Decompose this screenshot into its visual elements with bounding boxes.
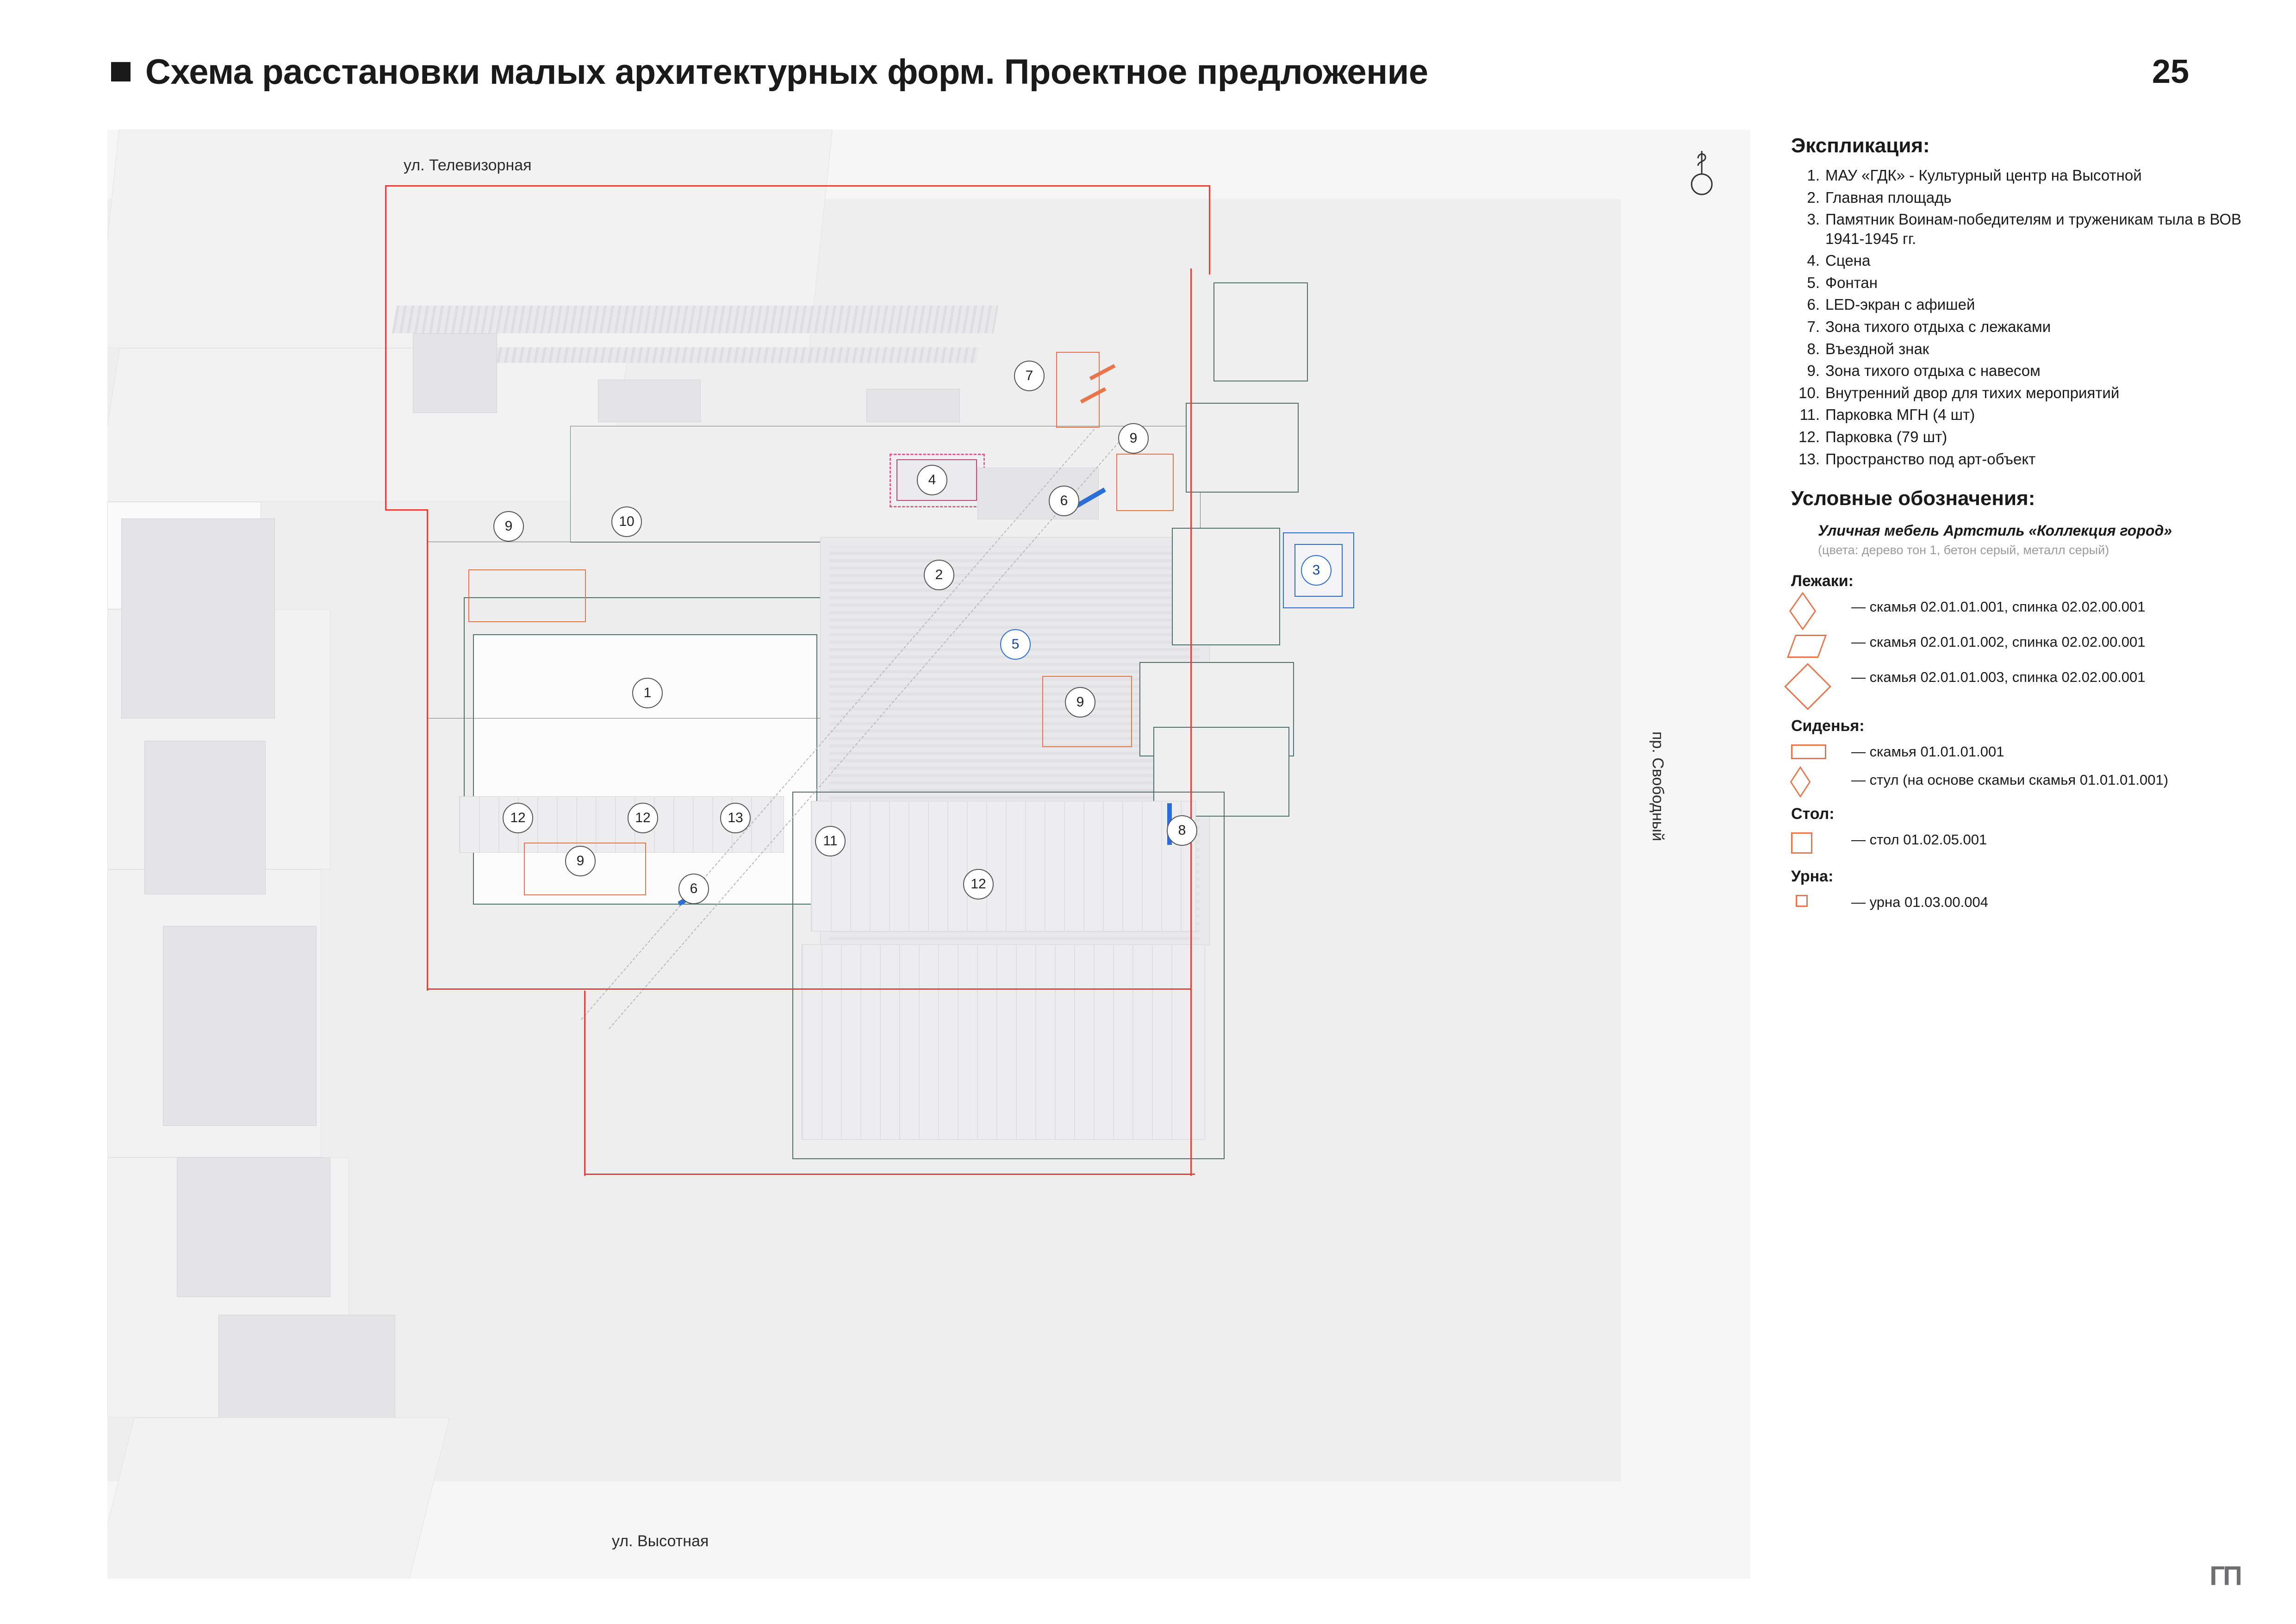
- collection-note: (цвета: дерево тон 1, бетон серый, металл серый): [1818, 543, 2109, 557]
- project-boundary-bottom: [686, 988, 1190, 990]
- pavement-north: [392, 306, 999, 333]
- explication-item: [1791, 405, 2245, 425]
- explication-number: 5.: [1807, 274, 1820, 291]
- legend-item: [1791, 831, 2245, 854]
- rhomb-large-icon: [1791, 668, 1851, 703]
- block-n-strip-2: [107, 348, 629, 502]
- group-title-table: Стол:: [1791, 805, 1835, 823]
- studio-logo: ГП: [2209, 1561, 2240, 1591]
- collection-title: Уличная мебель Артстиль «Коллекция город»: [1818, 522, 2172, 539]
- explication-item: [1791, 450, 2245, 469]
- legend-item: [1791, 743, 2245, 761]
- map-marker[interactable]: 3: [1301, 555, 1332, 586]
- street-label-top: ул. Телевизорная: [404, 156, 532, 174]
- legend-item: [1791, 893, 2245, 911]
- map-marker[interactable]: 9: [1065, 687, 1095, 718]
- explication-text: LED-экран с афишей: [1825, 296, 1975, 313]
- group-title-urn: Урна:: [1791, 867, 1834, 885]
- block-w-3: [163, 926, 317, 1126]
- explication-number: 3.: [1807, 211, 1820, 228]
- map-marker[interactable]: 4: [917, 465, 947, 495]
- legend-item-text: — скамья 02.01.01.003, спинка 02.02.00.001: [1851, 668, 2146, 685]
- urn-icon: [1791, 893, 1851, 907]
- explication-text: Сцена: [1825, 252, 1871, 269]
- page-number: 25: [2152, 53, 2189, 90]
- map-marker[interactable]: 12: [628, 803, 658, 833]
- explication-text: Пространство под арт-объект: [1825, 450, 2036, 468]
- street-label-right: пр. Свободный: [1649, 731, 1667, 842]
- courtyard-zone: [427, 542, 835, 718]
- project-boundary-left-2: [427, 509, 428, 991]
- map-marker[interactable]: 13: [720, 803, 751, 833]
- project-boundary-right: [1190, 269, 1192, 991]
- map-marker[interactable]: 5: [1000, 629, 1031, 660]
- maf-cluster-e1: [1116, 454, 1174, 511]
- explication-item: [1791, 361, 2245, 381]
- explication-item: [1791, 427, 2245, 447]
- legend-item: [1791, 668, 2245, 703]
- map-marker[interactable]: 1: [632, 678, 663, 708]
- explication-item: [1791, 210, 2245, 248]
- rhomb-wide-icon: [1791, 633, 1851, 658]
- map-marker[interactable]: 12: [503, 803, 533, 833]
- block-sw-1: [177, 1157, 330, 1297]
- explication-text: Главная площадь: [1825, 188, 1952, 206]
- explication-number: 9.: [1807, 362, 1820, 380]
- map-marker[interactable]: 8: [1167, 815, 1197, 846]
- maf-cluster-n: [1056, 352, 1100, 428]
- explication-number: 11.: [1799, 406, 1820, 424]
- explication-number: 13.: [1798, 450, 1820, 468]
- explication-item: [1791, 251, 2245, 270]
- map-marker[interactable]: 11: [815, 826, 846, 856]
- map-marker[interactable]: 10: [611, 506, 642, 537]
- map-marker[interactable]: 9: [1118, 423, 1149, 454]
- site-plan-map[interactable]: [107, 130, 1750, 1579]
- explication-item: [1791, 273, 2245, 293]
- map-marker[interactable]: 6: [1049, 486, 1079, 516]
- block-w-2: [144, 741, 266, 894]
- block-se-3: [107, 1418, 450, 1579]
- explication-text: Внутренний двор для тихих мероприятий: [1825, 384, 2120, 401]
- explication-item: [1791, 295, 2245, 314]
- detail-block-1: [598, 380, 701, 422]
- project-boundary-south-right: [1190, 991, 1192, 1176]
- explication-number: 2.: [1807, 188, 1820, 206]
- legend-panel: [1791, 134, 2245, 921]
- explication-number: 6.: [1807, 296, 1820, 313]
- group-title-seats: Сиденья:: [1791, 717, 1865, 735]
- explication-list: [1791, 166, 2245, 468]
- explication-number: 10.: [1798, 384, 1820, 401]
- legend-item-text: — скамья 02.01.01.002, спинка 02.02.00.001: [1851, 633, 2146, 650]
- project-boundary-left: [385, 185, 386, 509]
- bullet-icon: [111, 62, 131, 81]
- explication-title: Экспликация:: [1791, 134, 1930, 157]
- project-boundary-left-jog: [385, 509, 428, 511]
- page-header: [111, 42, 2194, 102]
- legend-item-text: — урна 01.03.00.004: [1851, 893, 1988, 910]
- explication-number: 12.: [1798, 428, 1820, 445]
- explication-text: Зона тихого отдыха с лежаками: [1825, 318, 2051, 336]
- explication-item: [1791, 339, 2245, 359]
- explication-text: Парковка (79 шт): [1825, 428, 1948, 445]
- legend-item: [1791, 598, 2245, 623]
- building-east-1: [1213, 282, 1308, 381]
- explication-item: [1791, 383, 2245, 403]
- map-marker[interactable]: 6: [678, 874, 709, 904]
- map-marker[interactable]: 9: [493, 511, 524, 542]
- street-label-bottom: ул. Высотная: [612, 1532, 709, 1550]
- legend-item-text: — скамья 01.01.01.001: [1851, 743, 2004, 760]
- explication-text: Памятник Воинам-победителям и труженикам тыла в ВОВ 1941-1945 гг.: [1825, 211, 2242, 247]
- legend-item: [1791, 633, 2245, 658]
- explication-text: Парковка МГН (4 шт): [1825, 406, 1975, 424]
- map-marker[interactable]: 2: [924, 560, 954, 590]
- explication-number: 4.: [1807, 252, 1820, 269]
- building-east-3: [1172, 528, 1280, 645]
- group-title-loungers: Лежаки:: [1791, 572, 1854, 590]
- legend-item-text: — стул (на основе скамьи скамья 01.01.01.001): [1851, 771, 2169, 788]
- map-marker[interactable]: 7: [1014, 361, 1045, 391]
- project-boundary-bottom-left: [427, 988, 686, 990]
- explication-text: Въездной знак: [1825, 340, 1929, 357]
- explication-number: 7.: [1807, 318, 1820, 336]
- chair-icon: [1791, 771, 1851, 791]
- explication-text: Фонтан: [1825, 274, 1878, 291]
- project-boundary-top-right: [1139, 185, 1210, 275]
- north-arrow-icon: [1686, 148, 1718, 199]
- project-boundary-south-leg: [584, 991, 585, 1176]
- map-marker[interactable]: 12: [963, 869, 994, 899]
- project-boundary-top: [385, 185, 1139, 187]
- rhomb-small-icon: [1791, 598, 1851, 623]
- symbols-title: Условные обозначения:: [1791, 487, 2035, 510]
- bench-icon: [1791, 743, 1851, 759]
- explication-number: 1.: [1807, 167, 1820, 184]
- page-title: Схема расстановки малых архитектурных форм. Проектное предложение: [145, 52, 1428, 92]
- building-north-long: [570, 426, 1201, 543]
- parking-boundary: [792, 792, 1225, 1159]
- building-east-2: [1186, 403, 1299, 493]
- maf-cluster-nw: [468, 569, 586, 622]
- legend-item-text: — скамья 02.01.01.001, спинка 02.02.00.001: [1851, 598, 2146, 615]
- explication-text: МАУ «ГДК» - Культурный центр на Высотной: [1825, 167, 2142, 184]
- explication-item: [1791, 317, 2245, 337]
- explication-item: [1791, 166, 2245, 185]
- detail-block-3: [866, 389, 960, 422]
- map-marker[interactable]: 9: [565, 846, 596, 876]
- table-icon: [1791, 831, 1851, 854]
- detail-block-2: [413, 333, 497, 413]
- legend-item-text: — стол 01.02.05.001: [1851, 831, 1987, 848]
- explication-number: 8.: [1807, 340, 1820, 357]
- project-boundary-south-bottom: [584, 1174, 1195, 1175]
- explication-text: Зона тихого отдыха с навесом: [1825, 362, 2041, 380]
- road-right: [1621, 130, 1750, 1579]
- block-w-1: [121, 518, 275, 718]
- legend-item: [1791, 771, 2245, 791]
- explication-item: [1791, 188, 2245, 207]
- pavement-north-2: [430, 347, 979, 363]
